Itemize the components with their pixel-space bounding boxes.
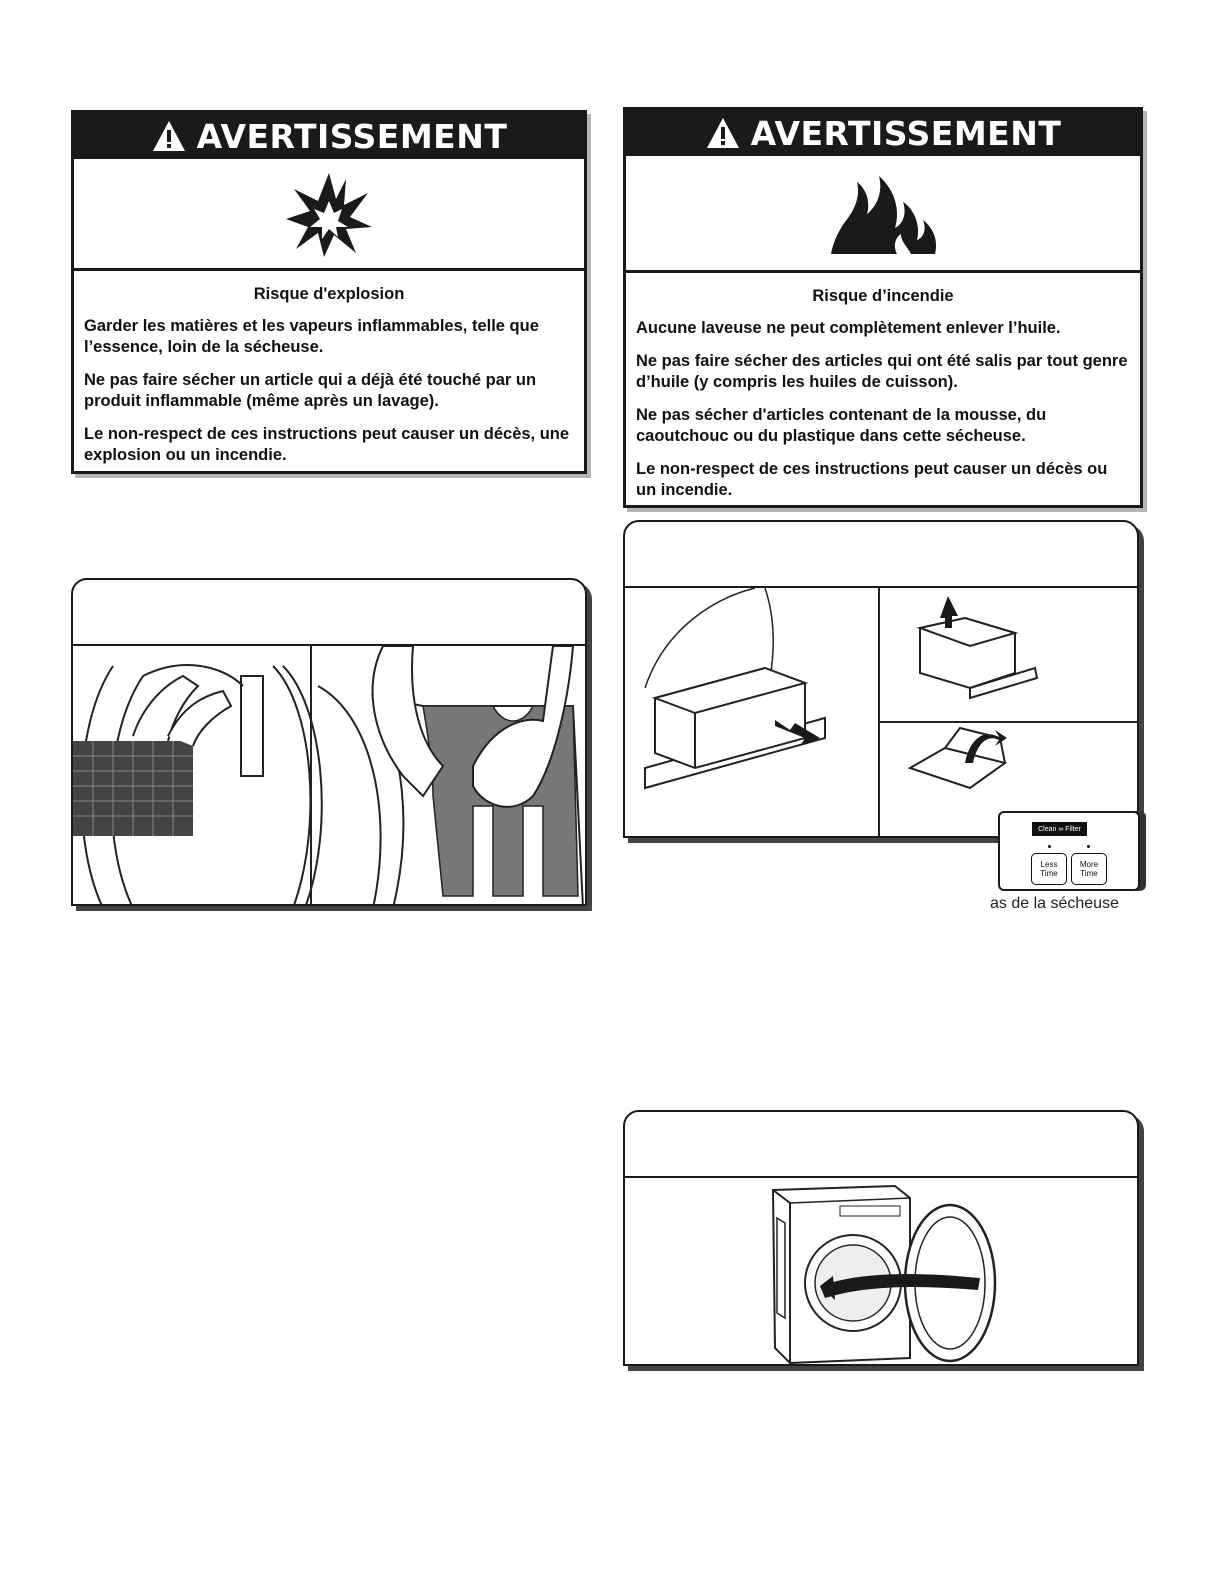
- warning-title: AVERTISSEMENT: [750, 113, 1062, 153]
- warning-symbol-area: [626, 156, 1140, 273]
- lint-screen-illustration-panel: [71, 578, 587, 906]
- warning-paragraph: Ne pas faire sécher un article qui a déjà été touché par un produit inflammable (même après un lavage).: [84, 371, 537, 410]
- panel-header: [625, 522, 1137, 588]
- clean-filter-indicator: Clean ∞ Filter: [1032, 822, 1087, 836]
- warning-symbol-area: [74, 159, 584, 271]
- lint-screen-illustration: [73, 646, 587, 906]
- warning-triangle-icon: [151, 119, 187, 153]
- warning-paragraph: Ne pas faire sécher des articles qui ont été salis par tout genre d’huile (y compris les huiles de cuisson).: [636, 352, 1128, 391]
- warning-box-fire: [623, 107, 1143, 508]
- panel-header: [73, 580, 585, 646]
- more-time-button[interactable]: More Time: [1071, 853, 1107, 885]
- indicator-dot: [1048, 845, 1051, 848]
- panel-header: [625, 1112, 1137, 1178]
- filter-cleaning-illustration-panel: [623, 520, 1139, 838]
- indicator-dot: [1087, 845, 1090, 848]
- warning-paragraph: Ne pas sécher d'articles contenant de la mousse, du caoutchouc ou du plastique dans cette sécheuse.: [636, 406, 1047, 445]
- warning-header: [626, 110, 1140, 156]
- fire-icon: [823, 168, 943, 258]
- less-time-button[interactable]: Less Time: [1031, 853, 1067, 885]
- washer-illustration-panel: [623, 1110, 1139, 1366]
- warning-subtitle: Risque d’incendie: [812, 287, 954, 305]
- warning-paragraph: Le non-respect de ces instructions peut causer un décès ou un incendie.: [636, 460, 1108, 499]
- warning-paragraph: Aucune laveuse ne peut complètement enlever l’huile.: [636, 319, 1061, 337]
- warning-paragraph: Le non-respect de ces instructions peut causer un décès, une explosion ou un incendie.: [84, 425, 570, 464]
- partial-caption: as de la sécheuse: [990, 895, 1119, 912]
- explosion-icon: [284, 169, 374, 259]
- control-panel-inset: [998, 811, 1140, 891]
- warning-title: AVERTISSEMENT: [196, 116, 508, 156]
- filter-cleaning-illustration: [625, 588, 1139, 838]
- warning-header: [74, 113, 584, 159]
- warning-subtitle: Risque d'explosion: [253, 285, 405, 303]
- washer-illustration: [625, 1178, 1139, 1366]
- warning-box-explosion: [71, 110, 587, 474]
- warning-triangle-icon: [705, 116, 741, 150]
- warning-paragraph: Garder les matières et les vapeurs inflammables, telle que l’essence, loin de la sécheuse.: [84, 317, 539, 356]
